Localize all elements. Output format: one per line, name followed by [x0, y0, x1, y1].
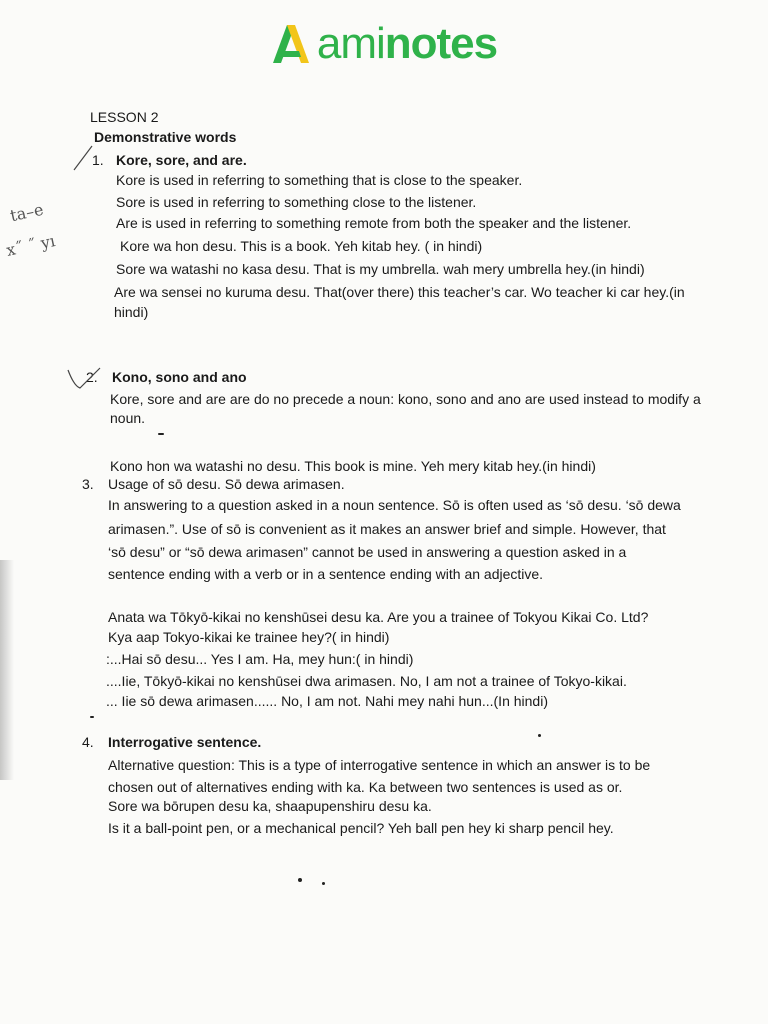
text-line: Alternative question: This is a type of interrogative sentence in which an answer is to be	[108, 757, 651, 773]
text-line: Kore wa hon desu. This is a book. Yeh kitab hey. ( in hindi)	[120, 238, 483, 254]
section-heading: Interrogative sentence.	[108, 734, 262, 750]
text-line: ....Iie, Tōkyō-kikai no kenshūsei dwa arimasen. No, I am not a trainee of Tokyo-kikai.	[106, 673, 627, 689]
lesson-subtitle: Demonstrative words	[94, 129, 237, 145]
section-heading: Kore, sore, and are.	[116, 152, 247, 168]
text-line: Kya aap Tokyo-kikai ke trainee hey?( in hindi)	[108, 629, 390, 645]
check-mark-icon	[70, 140, 110, 180]
scan-speck	[538, 734, 541, 737]
text-line: Kore, sore and are are do no precede a noun: kono, sono and ano are used instead to modify a	[110, 391, 701, 407]
text-line: ... Iie sō dewa arimasen...... No, I am not. Nahi mey nahi hun...(In hindi)	[106, 693, 548, 709]
text-line: sentence ending with a verb or in a sentence ending with an adjective.	[108, 566, 544, 582]
text-line: Anata wa Tōkyō-kikai no kenshūsei desu ka. Are you a trainee of Tokyou Kikai Co. Ltd?	[108, 609, 649, 625]
text-line: hindi)	[114, 304, 149, 320]
text-line: chosen out of alternatives ending with ka. Ka between two sentences is used as or.	[108, 779, 623, 795]
section-number: 4.	[82, 734, 94, 750]
text-line: Are wa sensei no kuruma desu. That(over there) this teacher’s car. Wo teacher ki car hey.(in	[114, 284, 685, 300]
text-line: Is it a ball-point pen, or a mechanical pencil? Yeh ball pen hey ki sharp pencil hey.	[108, 820, 614, 836]
brand-text-notes: notes	[384, 19, 498, 68]
check-mark-icon	[64, 362, 104, 402]
text-line: Sore wa watashi no kasa desu. That is my umbrella. wah mery umbrella hey.(in hindi)	[116, 261, 645, 277]
text-line: :...Hai sō desu... Yes I am. Ha, mey hun:( in hindi)	[106, 651, 414, 667]
text-line: ‘sō desu” or “sō dewa arimasen” cannot be used in answering a question asked in a	[108, 544, 627, 560]
scan-speck	[158, 433, 164, 435]
text-line: Are is used in referring to something remote from both the speaker and the listener.	[116, 215, 632, 231]
text-line: Kore is used in referring to something that is close to the speaker.	[116, 172, 523, 188]
lesson-title: LESSON 2	[90, 109, 159, 125]
scan-speck	[322, 882, 325, 885]
handwritten-mark: ta–e	[8, 199, 46, 226]
text-line: In answering to a question asked in a noun sentence. Sō is often used as ‘sō desu. ‘sō dewa	[108, 497, 681, 513]
text-line: Sore is used in referring to something close to the listener.	[116, 194, 477, 210]
section-number: 3.	[82, 476, 94, 492]
section-heading: Usage of sō desu. Sō dewa arimasen.	[108, 476, 345, 492]
brand-text-ami: ami	[316, 19, 385, 68]
section-number: 2.	[86, 369, 98, 385]
text-line: noun.	[110, 410, 146, 426]
scan-speck	[298, 878, 302, 882]
section-heading: Kono, sono and ano	[112, 369, 247, 385]
section-number: 1.	[92, 152, 104, 168]
text-line: Kono hon wa watashi no desu. This book is mine. Yeh mery kitab hey.(in hindi)	[110, 458, 596, 474]
scan-speck	[90, 716, 94, 718]
text-line: arimasen.”. Use of sō is convenient as it makes an answer brief and simple. However, that	[108, 521, 666, 537]
handwritten-mark: x˝ ˝ yı	[4, 231, 57, 260]
text-line: Sore wa bōrupen desu ka, shaapupenshiru desu ka.	[108, 798, 432, 814]
